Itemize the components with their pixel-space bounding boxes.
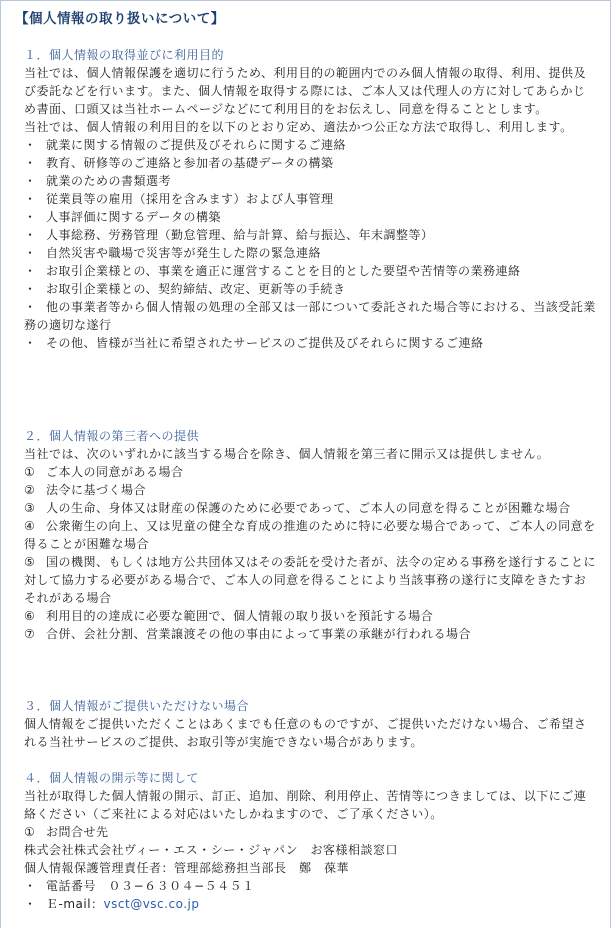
- list-item: ⑦ 合併、会社分割、営業譲渡その他の事由によって事業の承継が行われる場合: [24, 627, 472, 641]
- paragraph: 当社では、個人情報の利用目的を以下のとおり定め、適法かつ公正な方法で取得し、利用します。: [24, 120, 573, 134]
- list-item: ・ 人事評価に関するデータの構築: [24, 210, 222, 224]
- privacy-manager: 個人情報保護管理責任者：管理部総務担当部長 鄭 葆華: [24, 861, 350, 875]
- section-heading: ２．個人情報の第三者への提供: [24, 429, 200, 443]
- exception-list: [24, 463, 596, 643]
- paragraph: 個人情報をご提供いただくことはあくまでも任意のものですが、ご提供いただけない場合、ご希望される当社サービスのご提供、お取引等が実施できない場合があります。: [24, 717, 587, 749]
- list-item: ・ その他、皆様が当社に希望されたサービスのご提供及びそれらに関するご連絡: [24, 336, 484, 350]
- company-name: 株式会社株式会社ヴィー・エス・シー・ジャパン お客様相談窓口: [24, 843, 399, 857]
- bullet: ・: [24, 246, 37, 260]
- item-number: ①: [24, 465, 36, 479]
- section-purpose: [24, 46, 596, 352]
- list-item: ① ご本人の同意がある場合: [24, 465, 184, 479]
- bullet: ・: [24, 897, 37, 911]
- item-number: ④: [24, 519, 36, 533]
- bullet: ・: [24, 282, 37, 296]
- item-number: ⑥: [24, 609, 36, 623]
- paragraph: 当社が取得した個人情報の開示、訂正、追加、削除、利用停止、苦情等につきましては、以下にご連絡ください（ご来社による対応はいたしかねますので、ご了承ください）。: [24, 789, 587, 821]
- bullet: ・: [24, 300, 37, 314]
- section-not-provided: [24, 697, 596, 751]
- bullet: ・: [24, 336, 37, 350]
- section-heading: １．個人情報の取得並びに利用目的: [24, 48, 225, 62]
- list-item: ・ 自然災害や職場で災害等が発生した際の緊急連絡: [24, 246, 322, 260]
- bullet: ・: [24, 138, 37, 152]
- phone-row: [24, 877, 596, 895]
- bullet: ・: [24, 228, 37, 242]
- email-row: [24, 895, 596, 913]
- item-number: ⑦: [24, 627, 36, 641]
- list-item: ⑥ 利用目的の達成に必要な範囲で、個人情報の取り扱いを預託する場合: [24, 609, 434, 623]
- section-heading: ３．個人情報がご提供いただけない場合: [24, 699, 250, 713]
- list-item: ・ お取引企業様との、事業を適正に運営することを目的とした要望や苦情等の業務連絡: [24, 264, 521, 278]
- list-item: ② 法令に基づく場合: [24, 483, 147, 497]
- bullet: ・: [24, 210, 37, 224]
- section-disclosure: [24, 769, 596, 913]
- phone-label: 電話番号: [46, 879, 97, 893]
- bullet: ・: [24, 192, 37, 206]
- list-item: ・ 就業に関する情報のご提供及びそれらに関するご連絡: [24, 138, 347, 152]
- bullet: ・: [24, 879, 37, 893]
- list-item: ・ 就業のための書類選考: [24, 174, 172, 188]
- item-number: ②: [24, 483, 36, 497]
- list-item: ・ 教育、研修等のご連絡と参加者の基礎データの構築: [24, 156, 334, 170]
- list-item: ・ お取引企業様との、契約締結、改定、更新等の手続き: [24, 282, 346, 296]
- section-heading: ４．個人情報の開示等に関して: [24, 771, 200, 785]
- list-item: ④ 公衆衛生の向上、又は児童の健全な育成の推進のために特に必要な場合であって、ご本人の同意を得ることが困難な場合: [24, 519, 596, 551]
- phone-number: ０３−６３０４−５４５１: [108, 879, 255, 893]
- bullet: ・: [24, 156, 37, 170]
- email-label: Ｅ-mail：: [46, 897, 104, 911]
- bullet: ・: [24, 264, 37, 278]
- list-item: ・ 他の事業者等から個人情報の処理の全部又は一部について委託された場合等における、当該受託業務の適切な遂行: [24, 300, 596, 332]
- purpose-list: [24, 136, 596, 352]
- section-third-party: [24, 427, 596, 643]
- page-title: 【個人情報の取り扱いについて】: [15, 11, 225, 27]
- email-link[interactable]: vsct@vsc.co.jp: [103, 897, 200, 911]
- item-number: ①: [24, 825, 36, 839]
- list-item: ③ 人の生命、身体又は財産の保護のために必要であって、ご本人の同意を得ることが困難な場合: [24, 501, 571, 515]
- bullet: ・: [24, 174, 37, 188]
- paragraph: 当社では、個人情報保護を適切に行うため、利用目的の範囲内でのみ個人情報の取得、利用、提供及び委託などを行います。また、個人情報を取得する際には、ご本人又は代理人の方に対してあらかじめ書面、口頭又は当社ホームページなどにて利用目的をお伝えし、同意を得ることとします。: [24, 66, 587, 116]
- item-number: ⑤: [24, 555, 36, 569]
- list-item: ・ 人事総務、労務管理（勤怠管理、給与計算、給与振込、年末調整等）: [24, 228, 434, 242]
- list-item: ⑤ 国の機関、もしくは地方公共団体又はその委託を受けた者が、法令の定める事務を遂行することに対して協力する必要がある場合で、ご本人の同意を得ることにより当該事務の遂行に支障をきたすおそれがある場合: [24, 555, 597, 605]
- list-item: ・ 従業員等の雇用（採用を含みます）および人事管理: [24, 192, 334, 206]
- contact-label: ① お問合せ先: [24, 825, 109, 839]
- item-number: ③: [24, 501, 36, 515]
- paragraph: 当社では、次のいずれかに該当する場合を除き、個人情報を第三者に開示又は提供しません。: [24, 447, 550, 461]
